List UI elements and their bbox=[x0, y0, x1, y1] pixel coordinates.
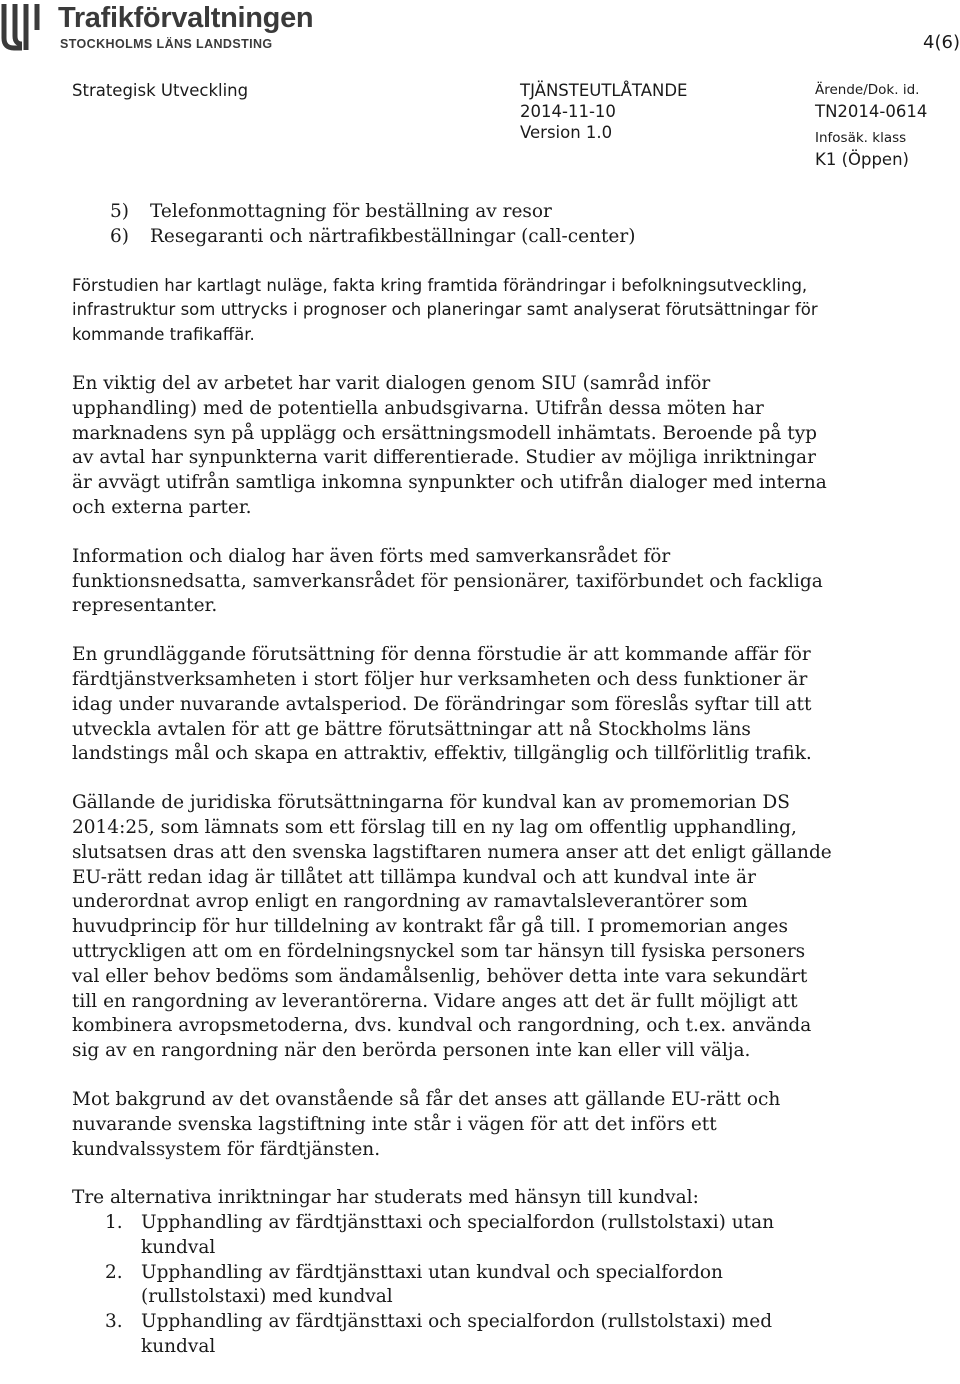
logo bbox=[0, 0, 330, 56]
list-item bbox=[72, 1261, 832, 1311]
list-text: Upphandling av färdtjänsttaxi och specialfordon (rullstolstaxi) utan kundval bbox=[141, 1212, 775, 1258]
document-id-block bbox=[815, 80, 927, 170]
list-number: 3. bbox=[105, 1311, 123, 1333]
list-text: Upphandling av färdtjänsttaxi utan kundval och specialfordon (rullstolstaxi) med kundval bbox=[141, 1261, 723, 1308]
doc-version: Version 1.0 bbox=[520, 123, 613, 142]
doc-date: 2014-11-10 bbox=[520, 102, 616, 121]
list-number: 6) bbox=[110, 225, 129, 247]
class-label: Infosäk. klass bbox=[815, 130, 907, 146]
numbered-list-bottom bbox=[72, 1211, 832, 1360]
list-item bbox=[72, 1310, 832, 1360]
paragraph: En grundläggande förutsättning för denna förstudie är att kommande affär för färdtjänstverksamheten i stort följer hur verksamheten och dess funktioner är idag under nuvarande avtalsperiod. De förändringar som föreslås syftar till att utveckla avtalen för att ge bättre förutsättningar att nå Stockholms läns landstings mål och skapa en attraktiv, effektiv, tillgänglig och tillförlitlig trafik. bbox=[72, 644, 812, 765]
document-body bbox=[72, 200, 832, 1384]
list-number: 1. bbox=[105, 1212, 123, 1234]
paragraph: Gällande de juridiska förutsättningarna för kundval kan av promemorian DS 2014:25, som lämnats som ett förslag till en ny lag om offentlig upphandling, slutsatsen dras att den svenska lagstiftaren numera anser att det enligt gällande EU-rätt redan idag är tillåtet att tillämpa kundval och att kundval inte är underordnat avrop enligt en rangordning av ramavtalsleverantörer som huvudprincip för hur tilldelning av kontrakt får gå till. I promemorian anges uttryckligen att om en fördelningsnyckel som tar hänsyn till fysiska personers val eller behov bedöms som ändamålsenlig, behöver detta inte vara sekundärt till en rangordning av leverantörerna. Vidare anges att det är fullt möjligt att kombinera avropsmetoderna, dvs. kundval och rangordning, och t.ex. använda sig av en rangordning när den berörda personen inte kan eller vill välja. bbox=[72, 792, 832, 1062]
list-item bbox=[72, 200, 832, 225]
id-label: Ärende/Dok. id. bbox=[815, 82, 920, 98]
paragraph: Förstudien har kartlagt nuläge, fakta kring framtida förändringar i befolkningsutveckling, infrastruktur som uttrycks i prognoser och planeringar samt analyserat förutsättningar för kommande trafikaffär. bbox=[72, 275, 818, 345]
paragraph: Tre alternativa inriktningar har studerats med hänsyn till kundval: bbox=[72, 1187, 699, 1209]
paragraph: En viktig del av arbetet har varit dialogen genom SIU (samråd inför upphandling) med de potentiella anbudsgivarna. Utifrån dessa möten har marknadens syn på upplägg och ersättningsmodell inhämtats. Beroende på typ av avtal har synpunkterna varit differentierade. Studier av möjliga inriktningar är avvägt utifrån samtliga inkomna synpunkter och utifrån dialoger med interna och externa parter. bbox=[72, 372, 827, 518]
numbered-list-top bbox=[72, 200, 832, 250]
document-info bbox=[520, 80, 687, 143]
list-number: 2. bbox=[105, 1261, 123, 1283]
department: Strategisk Utveckling bbox=[72, 81, 249, 100]
list-item bbox=[72, 225, 832, 250]
logo-mark-icon bbox=[0, 0, 56, 54]
paragraph: Mot bakgrund av det ovanstående så får det anses att gällande EU-rätt och nuvarande svenska lagstiftning inte står i vägen för att det införs ett kundvalssystem för färdtjänsten. bbox=[72, 1088, 781, 1160]
class-value: K1 (Öppen) bbox=[815, 150, 909, 169]
page-number: 4(6) bbox=[923, 32, 960, 53]
logo-subtitle: STOCKHOLMS LÄNS LANDSTING bbox=[60, 37, 273, 51]
logo-title: Trafikförvaltningen bbox=[58, 2, 314, 34]
list-item bbox=[72, 1211, 832, 1261]
doc-type: TJÄNSTEUTLÅTANDE bbox=[520, 81, 688, 100]
list-number: 5) bbox=[110, 201, 129, 222]
paragraph: Information och dialog har även förts med samverkansrådet för funktionsnedsatta, samverkansrådet för pensionärer, taxiförbundet och fackliga representanter. bbox=[72, 545, 823, 617]
list-text: Resegaranti och närtrafikbeställningar (call-center) bbox=[150, 225, 636, 247]
list-text: Telefonmottagning för beställning av resor bbox=[150, 201, 552, 222]
id-value: TN2014-0614 bbox=[815, 102, 928, 121]
list-text: Upphandling av färdtjänsttaxi och specialfordon (rullstolstaxi) med kundval bbox=[141, 1311, 773, 1358]
